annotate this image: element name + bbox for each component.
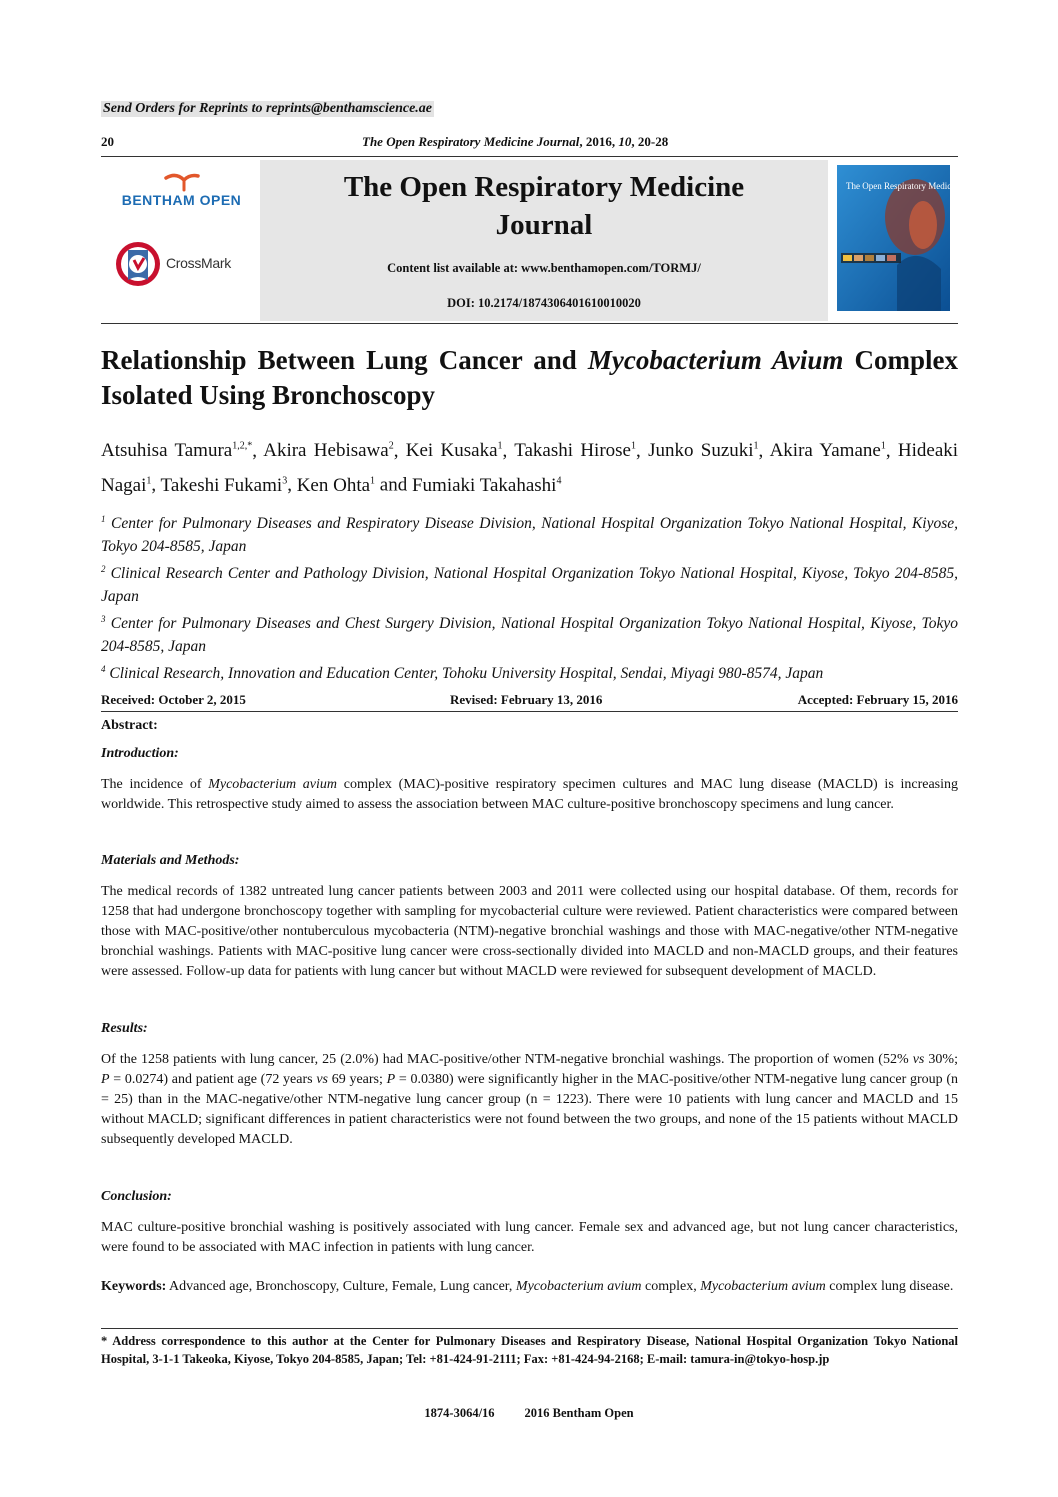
issn: 1874-3064/16: [424, 1406, 495, 1420]
dates-rule: [101, 711, 958, 712]
conclusion-text: MAC culture-positive bronchial washing is positively associated with lung cancer. Female sex and advanced age, but not lung cancer characteristics, were found to be associated with MAC infection in patients with lung cancer.: [101, 1220, 958, 1255]
title-italic: Mycobacterium Avium: [587, 345, 844, 375]
author[interactable]: Atsuhisa Tamura$^{1,2,*}$: [101, 440, 253, 462]
bentham-logo-text: BENTHAM OPEN: [121, 192, 242, 208]
affiliation: $^3$ Center for Pulmonary Diseases and Chest Surgery Division, National Hospital Organization Tokyo National Hospital, Kiyose, Tokyo 204-8585, Japan: [101, 614, 958, 656]
results-heading: Results:: [101, 1021, 148, 1036]
doi-link[interactable]: DOI: 10.2174/1874306401610010020: [447, 296, 641, 310]
bentham-swoosh-icon: [114, 170, 249, 194]
page-number: 20: [101, 134, 114, 149]
introduction-heading: Introduction:: [101, 746, 179, 761]
page-footer: [0, 1406, 1058, 1421]
header-rule: [101, 156, 958, 157]
author[interactable]: Hideaki Nagai$^1$: [101, 440, 959, 496]
correspondence-note: * Address correspondence to this author at the Center for Pulmonary Diseases and Respiratory Disease, National Hospital Organization Tokyo National Hospital, 3-1-1 Takeoka, Kiyose, Tokyo 204-8585, Japan; Tel: +81-424-91-2111; Fax: +81-424-94-2168; E-mail: tamura-in@tokyo-hosp.jp: [101, 1334, 958, 1366]
crossmark-text: CrossMark: [166, 255, 231, 271]
content-list-link[interactable]: Content list available at: www.benthamopen.com/TORMJ/: [387, 261, 701, 275]
journal-citation: [362, 134, 668, 150]
author[interactable]: Akira Hebisawa$^2$: [263, 440, 394, 462]
author[interactable]: Takashi Hirose$^1$: [514, 440, 636, 462]
citation-pages: , 20-28: [631, 134, 669, 149]
citation-journal: The Open Respiratory Medicine Journal: [362, 134, 580, 149]
bentham-open-logo[interactable]: [114, 170, 249, 214]
affiliations: [101, 508, 958, 686]
affiliation: $^1$ Center for Pulmonary Diseases and Respiratory Disease Division, National Hospital Organization Tokyo National Hospital, Kiyose, Tokyo 204-8585, Japan: [101, 514, 959, 556]
footnote-rule: [101, 1328, 958, 1329]
affiliation: $^4$ Clinical Research, Innovation and Education Center, Tohoku University Hospital, Sendai, Miyagi 980-8574, Japan: [101, 664, 824, 683]
abstract-heading: Abstract:: [101, 718, 158, 733]
citation-volume: 10: [618, 134, 632, 149]
methods-text: The medical records of 1382 untreated lung cancer patients between 2003 and 2011 were collected using our hospital database. Of them, records for 1258 that had undergone bronchoscopy together with sampling for mycobacterial culture were reviewed. Patient characteristics were compared between those with MAC-positive/other nontuberculous mycobacteria (NTM)-negative bronchial washings and those with MAC-negative/other NTM-negative bronchial washings. Patients with MAC-positive lung cancer were cross-sectionally divided into MACLD and non-MACLD groups, and their features were assessed. Follow-up data for patients with lung cancer but without MACLD were reviewed for subsequent development of MACLD.: [101, 884, 958, 979]
author-list: Atsuhisa Tamura$^{1,2,*}$, Akira Hebisawa$^2$, Kei Kusaka$^1$, Takashi Hirose$^1$, Junko Suzuki$^1$, Akira Yamane$^1$, Hideaki Nagai$^1$, Takeshi Fukami$^3$, Ken Ohta$^1$ and Fumiaki Takahashi$^4$: [101, 440, 959, 496]
citation-details: , 2016,: [579, 134, 619, 149]
author[interactable]: Junko Suzuki$^1$: [648, 440, 759, 462]
methods-heading: Materials and Methods:: [101, 853, 240, 868]
author[interactable]: Fumiaki Takahashi$^4$: [411, 474, 562, 496]
keywords: Keywords: Advanced age, Bronchoscopy, Culture, Female, Lung cancer, Mycobacterium avium complex, Mycobacterium avium complex lung disease.: [101, 1279, 954, 1294]
journal-cover-image[interactable]: [837, 165, 991, 311]
cover-title-text: The Open Respiratory Medicine Journal: [846, 181, 991, 191]
accepted-date: Accepted: February 15, 2016: [797, 692, 958, 707]
author[interactable]: Takeshi Fukami$^3$: [160, 474, 288, 496]
revised-date: Revised: February 13, 2016: [450, 692, 603, 707]
journal-title-line1: The Open Respiratory Medicine: [343, 171, 745, 203]
reprint-notice[interactable]: Send Orders for Reprints to reprints@benthamscience.ae: [103, 101, 432, 116]
crossmark-logo[interactable]: [114, 240, 244, 288]
copyright: 2016 Bentham Open: [524, 1406, 634, 1420]
article-title: [101, 343, 958, 413]
conclusion-heading: Conclusion:: [101, 1189, 172, 1204]
introduction-text: The incidence of Mycobacterium avium complex (MAC)-positive respiratory specimen cultures and MAC lung disease (MACLD) is increasing worldwide. This retrospective study aimed to assess the association between MAC culture-positive bronchoscopy specimens and lung cancer.: [101, 777, 959, 812]
crossmark-icon: [114, 240, 162, 288]
author[interactable]: Akira Yamane$^1$: [769, 440, 886, 462]
title-part2: Complex Isolated Using Bronchoscopy: [101, 345, 958, 410]
banner-rule: [101, 323, 958, 324]
title-part1: Relationship Between Lung Cancer and: [101, 345, 588, 375]
journal-title-line2: Journal: [495, 209, 593, 241]
results-text: Of the 1258 patients with lung cancer, 25 (2.0%) had MAC-positive/other NTM-negative bronchial washings. The proportion of women (52% vs 30%; P = 0.0274) and patient age (72 years vs 69 years; P = 0.0380) were significantly higher in the MAC-positive/other NTM-negative lung cancer group (n = 25) than in the MAC-negative/other NTM-negative lung cancer group (n = 1223). There were 10 patients with lung cancer and MACLD and 15 without MACLD; significant differences in patient characteristics were not found between the two groups, and none of the 15 patients without MACLD subsequently developed MACLD.: [101, 1052, 958, 1147]
author[interactable]: Ken Ohta$^1$: [296, 474, 376, 496]
author[interactable]: Kei Kusaka$^1$: [405, 440, 503, 462]
journal-title: [260, 168, 828, 244]
received-date: Received: October 2, 2015: [101, 692, 246, 707]
affiliation: $^2$ Clinical Research Center and Pathology Division, National Hospital Organization Tokyo National Hospital, Kiyose, Tokyo 204-8585, Japan: [101, 564, 958, 606]
